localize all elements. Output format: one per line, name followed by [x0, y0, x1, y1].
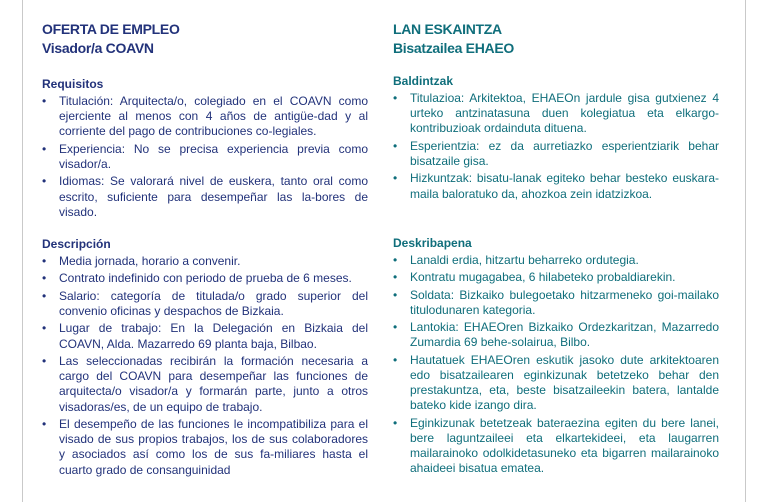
list-item: • Lanaldi erdia, hitzartu beharreko ordutegia.: [393, 252, 639, 267]
list-item: • Lantokia: EHAEOren Bizkaiko Ordezkaritzan, Mazarredo Zumardia 69 behe-solairua, Bilbo.: [393, 320, 719, 350]
requirements-heading: Requisitos: [42, 77, 104, 91]
description-list: [42, 254, 368, 478]
description-list: [393, 253, 719, 477]
list-item: • Esperientzia: ez da aurretiazko esperientziarik behar bisatzaile gisa.: [393, 138, 719, 168]
job-position-title: Visador/a COAVN: [42, 40, 154, 56]
description-heading: Deskribapena: [393, 235, 472, 250]
list-item: • Media jornada, horario a convenir.: [42, 254, 241, 268]
requirements-list: [393, 91, 719, 202]
list-item: • Eginkizunak betetzeak bateraezina egiten du bere lanei, bere laguntzaileei eta elkartekideei, eta laugarren mailarainoko odolkidetasuneko eta bigarren mailarainoko ahaideei bisatua ematea.: [393, 415, 719, 476]
list-item: • El desempeño de las funciones le incompatibiliza para el visado de sus propios trabajos, los de sus colaboradores y asociados así como los de sus fa-miliares hasta el cuarto grado de consanguinidad: [42, 416, 368, 477]
requirements-list: [42, 94, 368, 220]
job-offer-title: OFERTA DE EMPLEO: [42, 21, 180, 37]
list-item: • Kontratu mugagabea, 6 hilabeteko probaldiarekin.: [393, 270, 676, 285]
list-item: • Soldata: Bizkaiko bulegoetako hitzarmeneko goi-mailako titulodunaren kategoria.: [393, 287, 719, 317]
list-item: • Las seleccionadas recibirán la formación necesaria a cargo del COAVN para desempeñar las funciones de arquitecta/o visador/a y formarán parte, junto a otros visadoras/es, de un equipo de trabajo.: [42, 353, 368, 414]
list-item: • Titulazioa: Arkitektoa, EHAEOn jardule gisa gutxienez 4 urteko antzinatasuna duen kolegiatua eta elkargo-kontribuzioak ordainduta dituena.: [393, 91, 719, 136]
description-heading: Descripción: [42, 237, 111, 251]
list-item: • Contrato indefinido con periodo de prueba de 6 meses.: [42, 271, 352, 286]
job-position-title: Bisatzailea EHAEO: [393, 40, 514, 56]
job-offer-title: LAN ESKAINTZA: [393, 21, 502, 37]
list-item: • Idiomas: Se valorará nivel de euskera, tanto oral como escrito, suficiente para desempeñar las la-bores de visado.: [42, 174, 368, 219]
list-item: • Titulación: Arquitecta/o, colegiado en el COAVN como ejerciente al menos con 4 años de antigüe-dad y al corriente del pago de contribuciones co-legiales.: [42, 94, 368, 139]
list-item: • Hizkuntzak: bisatu-lanak egiteko behar besteko euskara-maila baloratuko da, ahozkoa zein idatzizkoa.: [393, 171, 719, 201]
list-item: • Hautatuek EHAEOren eskutik jasoko dute arkitektoaren edo bisatzailearen eginkizunak betetzeko behar den prestakuntza, eta, beste bisatzaileekin batera, lantalde bateko kide izango dira.: [393, 352, 719, 413]
basque-column: [393, 20, 719, 479]
requirements-heading: Baldintzak: [393, 74, 454, 88]
list-item: • Experiencia: No se precisa experiencia previa como visador/a.: [42, 141, 368, 171]
list-item: • Salario: categoría de titulada/o grado superior del convenio oficinas y despachos de Bizkaia.: [42, 288, 368, 318]
list-item: • Lugar de trabajo: En la Delegación en Bizkaia del COAVN, Alda. Mazarredo 69 planta baja, Bilbao.: [42, 321, 368, 351]
spanish-column: [42, 20, 368, 480]
